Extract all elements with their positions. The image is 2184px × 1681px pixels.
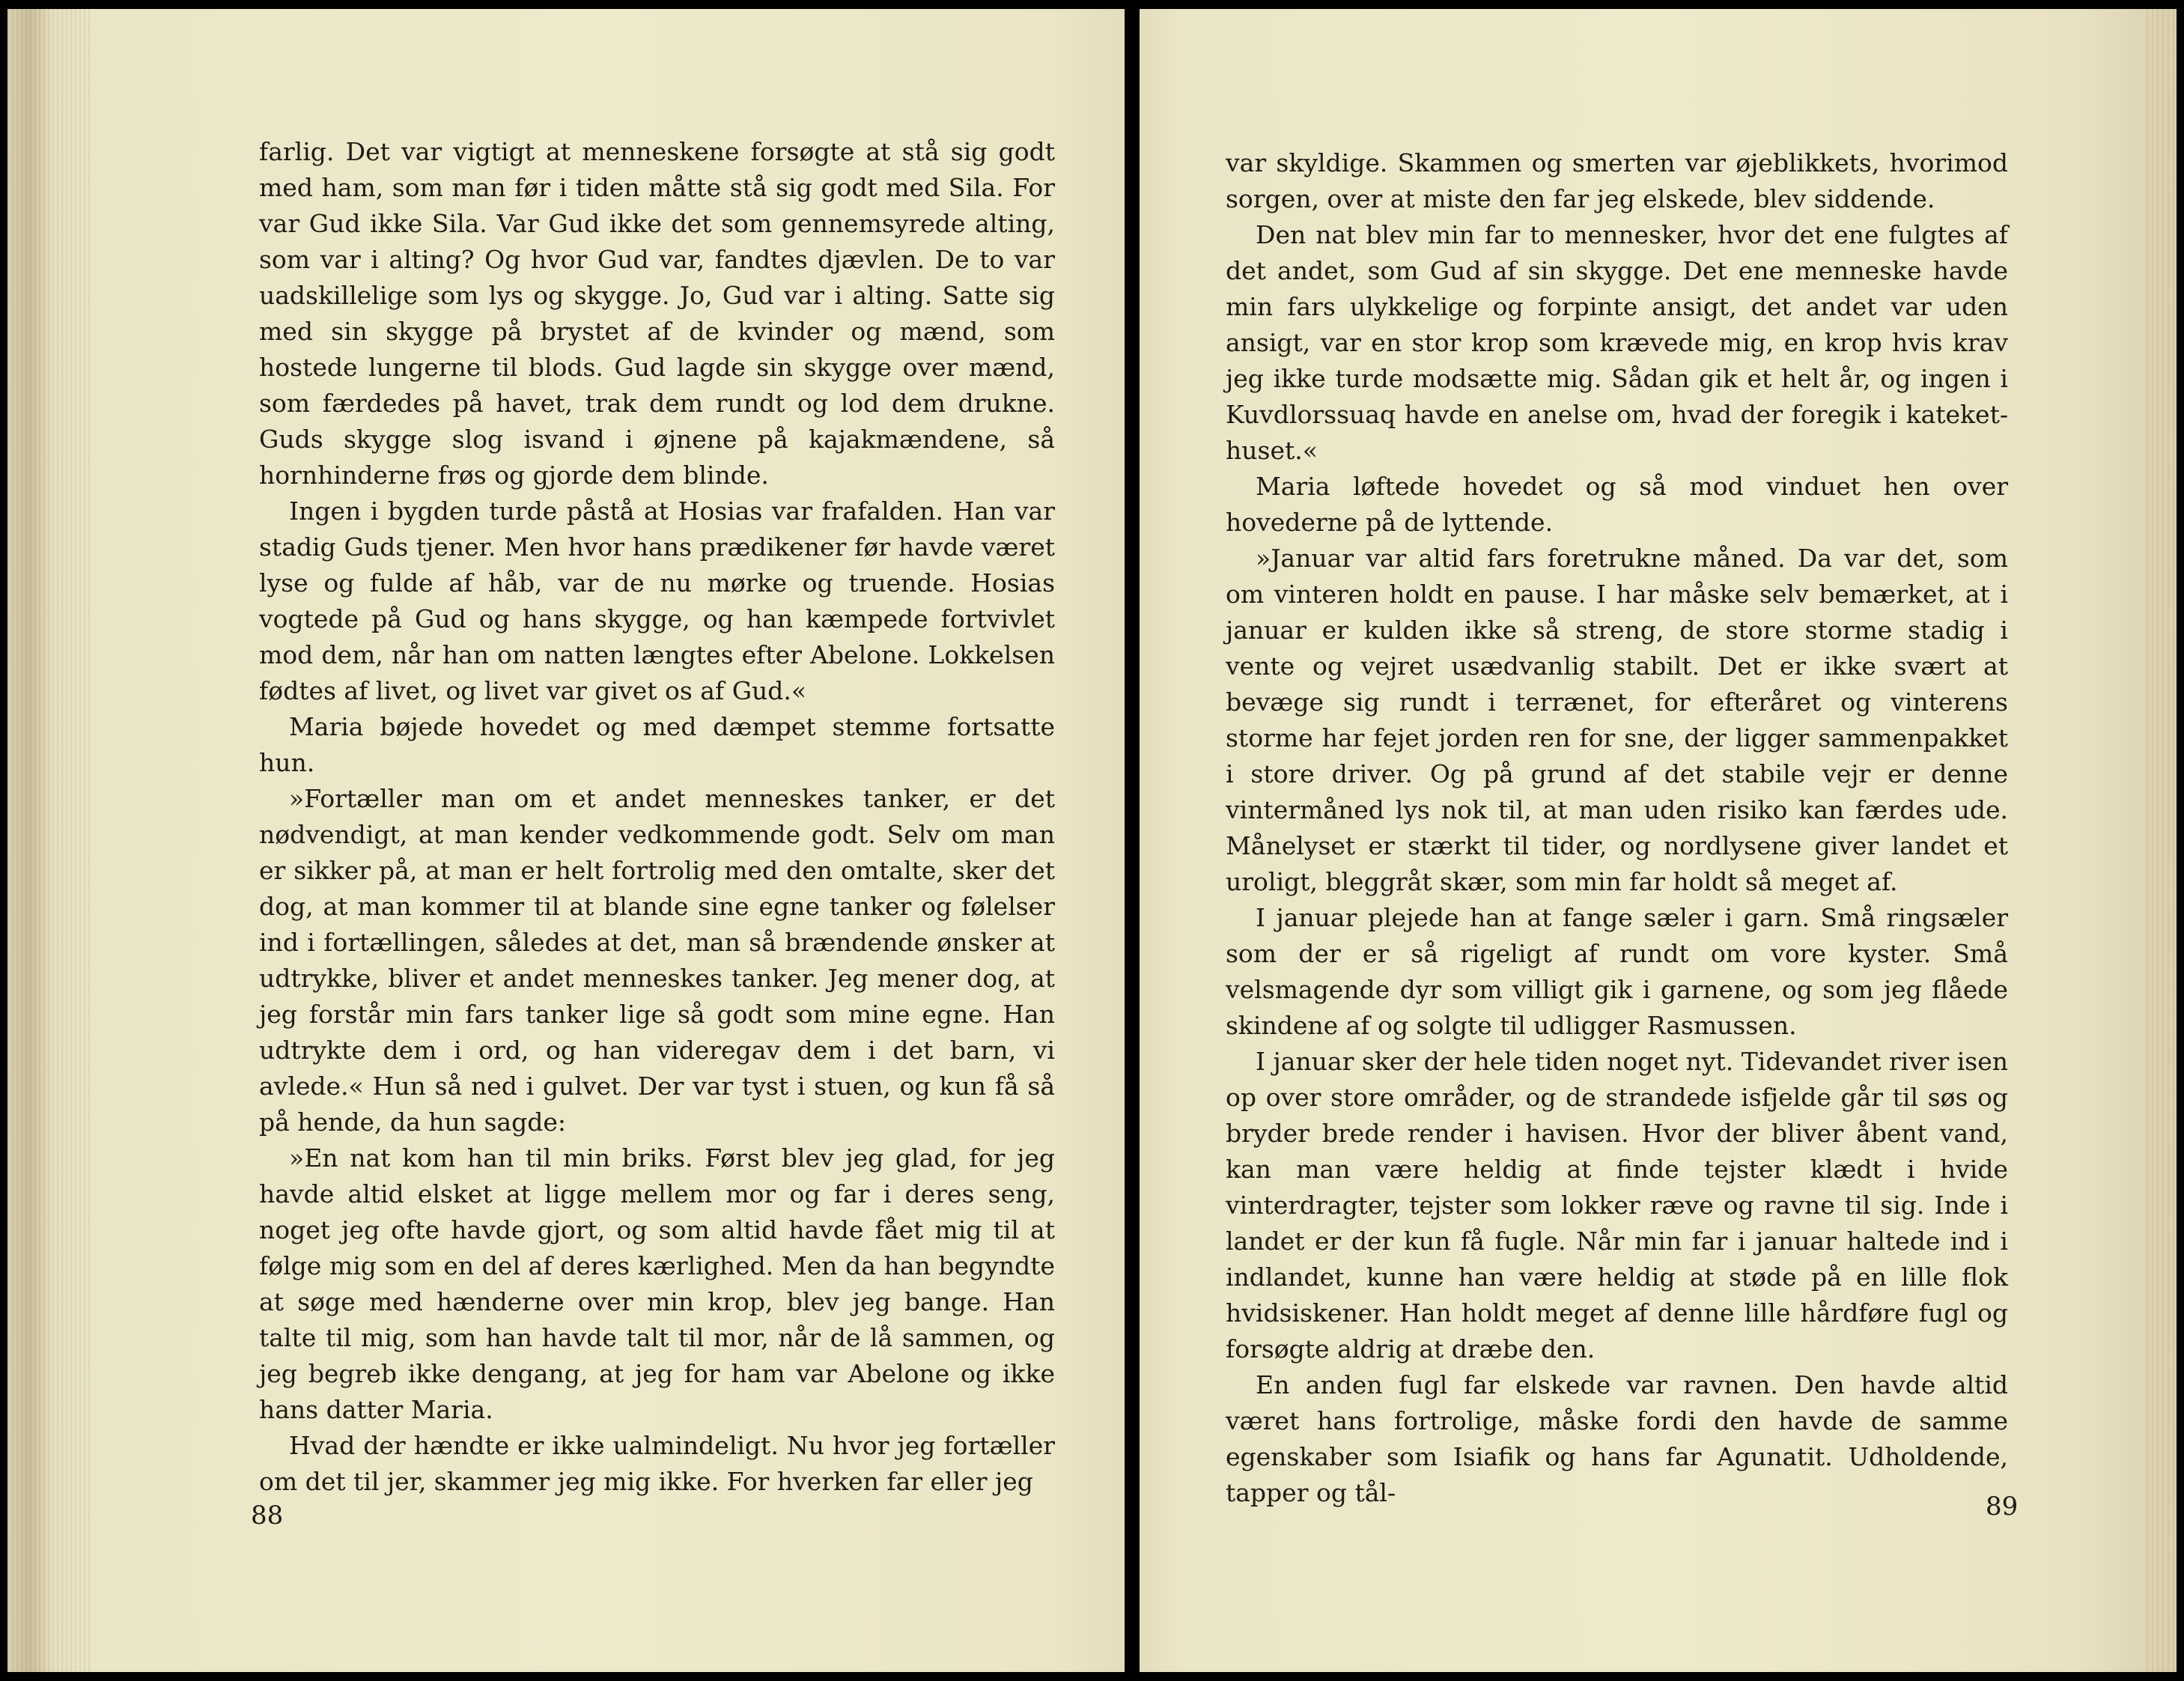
paragraph: Ingen i bygden turde påstå at Hosias var frafalden. Han var stadig Guds tjener. Men hvor hans prædikener før havde været lyse og fulde af håb, var de nu mørke og truende. Hosias vogtede på Gud og hans skygge, og han kæmpede fortvivlet mod dem, når han om natten længtes efter Abelone. Lokkelsen fødtes af livet, og livet var givet os af Gud.« xyxy=(259,496,1055,705)
paragraph: farlig. Det var vigtigt at menneskene forsøgte at stå sig godt med ham, som man før i tiden måtte stå sig godt med Sila. For var Gud ikke Sila. Var Gud ikke det som gennemsyrede alting, som var i alting? Og hvor Gud var, fandtes djævlen. De to var uadskillelige som lys og skygge. Jo, Gud var i alting. Satte sig med sin skygge på brystet af de kvinder og mænd, som hostede lungerne til blods. Gud lagde sin skygge over mænd, som færdedes på havet, trak dem rundt og lod dem drukne. Guds skygge slog isvand i øjnene på kajakmændene, så hornhinderne frøs og gjorde dem blinde. xyxy=(259,137,1055,490)
right-page xyxy=(1140,9,2177,1672)
paragraph: Den nat blev min far to mennesker, hvor det ene fulgtes af det andet, som Gud af sin skygge. Det ene menneske havde min fars ulykkelige og forpinte ansigt, det andet var uden ansigt, var en stor krop som krævede mig, en krop hvis krav jeg ikke turde modsætte mig. Sådan gik et helt år, og ingen i Kuvdlorssuaq havde en anelse om, hvad der foregik i kateket-huset.« xyxy=(1226,220,2008,465)
page-edge-texture xyxy=(7,9,90,1672)
paragraph: I januar sker der hele tiden noget nyt. Tidevandet river isen op over store områder, og de strandede isfjelde går til søs og bryder brede render i havisen. Hvor der bliver åbent vand, kan man være heldig at finde tejster klædt i hvide vinterdragter, tejster som lokker ræve og ravne til sig. Inde i landet er der kun få fugle. Når min far i januar haltede ind i indlandet, kunne han være heldig at støde på en lille flok hvidsiskener. Han holdt meget af denne lille hårdføre fugl og forsøgte aldrig at dræbe den. xyxy=(1226,1047,2008,1364)
right-page-text xyxy=(1226,145,2008,1511)
paragraph: »Januar var altid fars foretrukne måned. Da var det, som om vinteren holdt en pause. I har måske selv bemærket, at i januar er kulden ikke så streng, de store storme stadig i vente og vejret usædvanlig stabilt. Det er ikke svært at bevæge sig rundt i terrænet, for efteråret og vinterens storme har fejet jorden ren for sne, der ligger sammenpakket i store driver. Og på grund af det stabile vejr er denne vintermåned lys nok til, at man uden risiko kan færdes ude. Månelyset er stærkt til tider, og nordlysene giver landet et uroligt, bleggråt skær, som min far holdt så meget af. xyxy=(1226,544,2008,896)
paragraph: Maria bøjede hovedet og med dæmpet stemme fortsatte hun. xyxy=(259,712,1055,777)
left-page-text xyxy=(259,134,1055,1500)
paragraph: En anden fugl far elskede var ravnen. Den havde altid været hans fortrolige, måske fordi den havde de samme egenskaber som Isiafik og hans far Agunatit. Udholdende, tapper og tål- xyxy=(1226,1370,2008,1507)
paragraph: »Fortæller man om et andet menneskes tanker, er det nødvendigt, at man kender vedkommende godt. Selv om man er sikker på, at man er helt fortrolig med den omtalte, sker det dog, at man kommer til at blande sine egne tanker og følelser ind i fortællingen, således at det, man så brændende ønsker at udtrykke, bliver et andet menneskes tanker. Jeg mener dog, at jeg forstår min fars tanker lige så godt som mine egne. Han udtrykte dem i ord, og han videregav dem i det barn, vi avlede.« Hun så ned i gulvet. Der var tyst i stuen, og kun få så på hende, da hun sagde: xyxy=(259,784,1055,1137)
page-number: 88 xyxy=(251,1501,284,1530)
left-page xyxy=(7,9,1125,1672)
paragraph: Maria løftede hovedet og så mod vinduet hen over hovederne på de lyttende. xyxy=(1226,472,2008,537)
paragraph: I januar plejede han at fange sæler i garn. Små ringsæler som der er så rigeligt af rundt om vore kyster. Små velsmagende dyr som villigt gik i garnene, og som jeg flåede skindene af og solgte til udligger Rasmussen. xyxy=(1226,903,2008,1040)
page-number: 89 xyxy=(1986,1492,2019,1522)
page-edge-texture xyxy=(2147,9,2177,1672)
paragraph: var skyldige. Skammen og smerten var øjeblikkets, hvorimod sorgen, over at miste den far jeg elskede, blev siddende. xyxy=(1226,148,2008,213)
paragraph: »En nat kom han til min briks. Først blev jeg glad, for jeg havde altid elsket at ligge mellem mor og far i deres seng, noget jeg ofte havde gjort, og som altid havde fået mig til at følge mig som en del af deres kærlighed. Men da han begyndte at søge med hænderne over min krop, blev jeg bange. Han talte til mig, som han havde talt til mor, når de lå sammen, og jeg begreb ikke dengang, at jeg for ham var Abelone og ikke hans datter Maria. xyxy=(259,1143,1055,1424)
paragraph: Hvad der hændte er ikke ualmindeligt. Nu hvor jeg fortæller om det til jer, skammer jeg mig ikke. For hverken far eller jeg xyxy=(259,1431,1055,1496)
